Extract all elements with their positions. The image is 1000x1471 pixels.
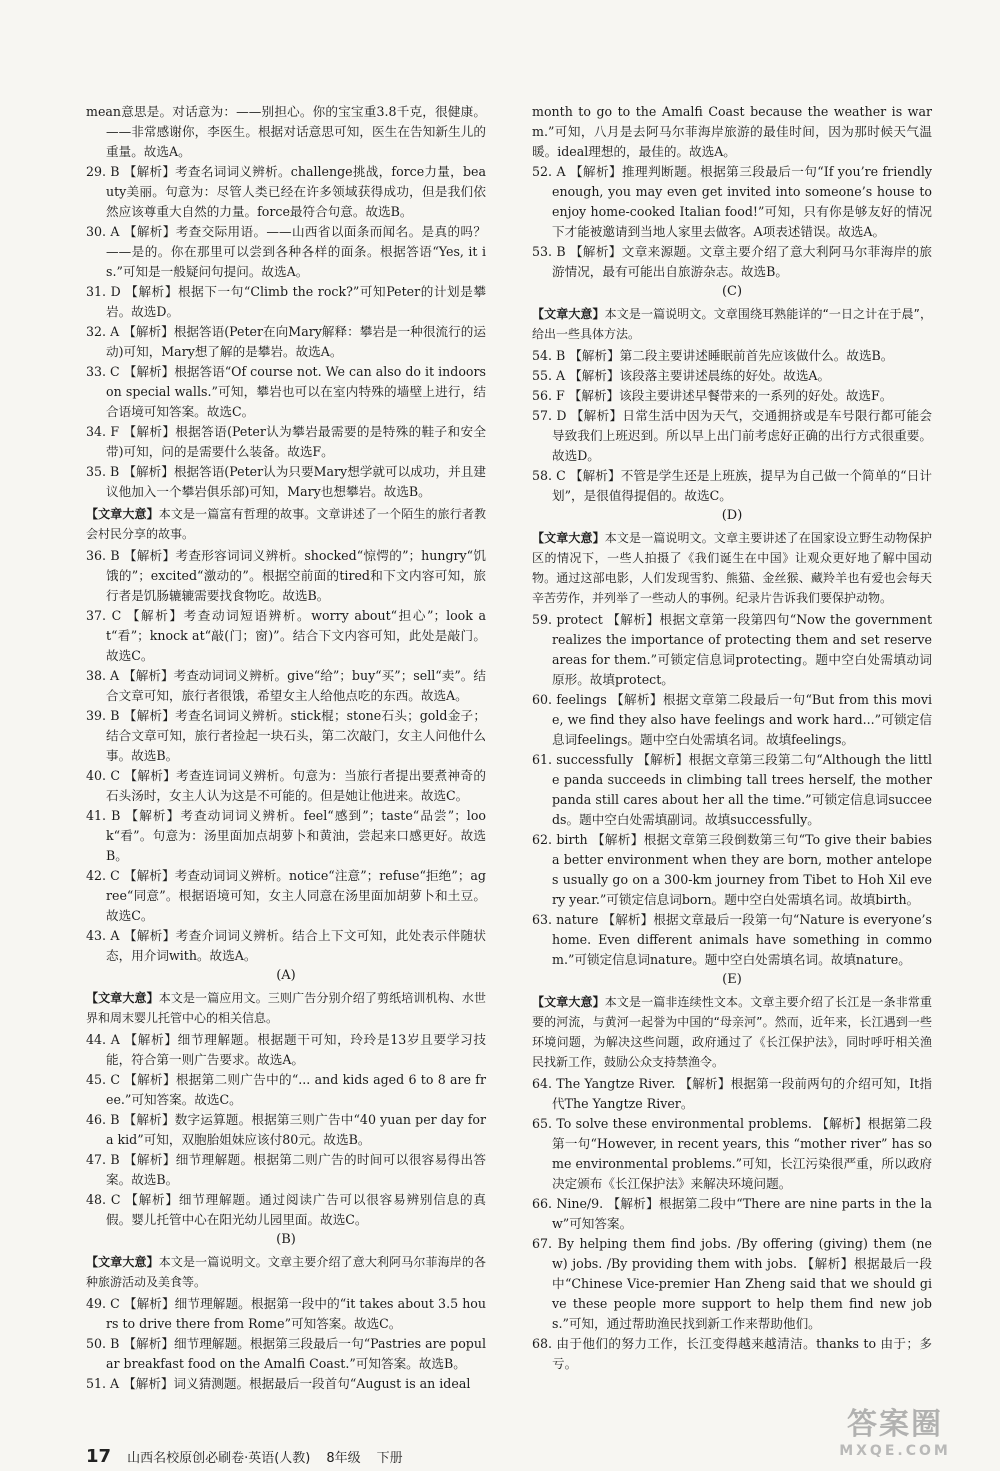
watermark-url: MXQE.COM bbox=[839, 1443, 951, 1459]
article-summary bbox=[86, 504, 486, 544]
answer-entry bbox=[86, 1030, 486, 1070]
answer-entry bbox=[532, 366, 932, 386]
grade-label: 8年级 bbox=[326, 1450, 361, 1466]
article-summary bbox=[86, 1252, 486, 1292]
answer-entry bbox=[532, 910, 932, 970]
article-summary bbox=[532, 528, 932, 608]
answer-entry bbox=[86, 666, 486, 706]
answer-text: 67. By helping them find jobs. /By offering (giving) them (new) jobs. /By providing them with jobs. 【解析】根据最后一段中“Chinese Vice-premier Han Zheng said that we should give these people more support to help them find new jobs.”可知，通过帮助渔民找到新工作来帮助他们。 bbox=[532, 1236, 932, 1331]
answer-text: 40. C 【解析】考查连词词义辨析。句意为：当旅行者提出要煮神奇的石头汤时，女主人认为这是不可能的。但是她让他进来。故选C。 bbox=[86, 768, 486, 803]
answer-text: 63. nature 【解析】根据文章最后一段第一句“Nature is everyone’s home. Even different animals have something in commom.”可锁定信息词nature。题中空白处需填名词。故填nature。 bbox=[532, 912, 932, 967]
answer-entry bbox=[532, 162, 932, 242]
answer-text: 68. 由于他们的努力工作，长江变得越来越清洁。thanks to 由于；多亏。 bbox=[532, 1336, 932, 1371]
answer-text: 32. A 【解析】根据答语(Peter在向Mary解释：攀岩是一种很流行的运动)可知，Mary想了解的是攀岩。故选A。 bbox=[86, 324, 486, 359]
answer-text: 60. feelings 【解析】根据文章第二段最后一句“But from this movie, we find they also have feelings and work hard...”可锁定信息词feelings。题中空白处需填名词。故填feelings。 bbox=[532, 692, 932, 747]
answer-entry bbox=[532, 1334, 932, 1374]
answer-text: 48. C 【解析】细节理解题。通过阅读广告可以很容易辨别信息的真假。婴儿托管中心在阳光幼儿园里面。故选C。 bbox=[86, 1192, 486, 1227]
section-heading: (A) bbox=[276, 968, 296, 983]
answer-entry bbox=[86, 222, 486, 282]
summary-label: 【文章大意】 bbox=[86, 1255, 159, 1269]
answer-text: 36. B 【解析】考查形容词词义辨析。shocked“惊愕的”；hungry“饥饿的”；excited“激动的”。根据空前面的tired和下文内容可知，旅行者是饥肠辘辘需要找食物吃。故选B。 bbox=[86, 548, 486, 603]
answer-text: 30. A 【解析】考查交际用语。——山西省以面条而闻名。是真的吗？——是的。你在那里可以尝到各种各样的面条。根据答语“Yes, it is.”可知是一般疑问句提问。故选A。 bbox=[86, 224, 486, 279]
answer-entry bbox=[532, 610, 932, 690]
answer-text: 66. Nine/9. 【解析】根据第二段中“There are nine parts in the law”可知答案。 bbox=[532, 1196, 932, 1231]
book-title: 山西名校原创必刷卷·英语(人教) bbox=[127, 1450, 311, 1466]
answer-text: 45. C 【解析】根据第二则广告中的“... and kids aged 6 to 8 are free.”可知答案。故选C。 bbox=[86, 1072, 486, 1107]
answer-text: 42. C 【解析】考查动词词义辨析。notice“注意”；refuse“拒绝”；agree“同意”。根据语境可知，女主人同意在汤里面加胡萝卜和土豆。故选C。 bbox=[86, 868, 486, 923]
answer-entry bbox=[532, 1194, 932, 1234]
answer-text: month to go to the Amalfi Coast because the weather is warm.”可知，八月是去阿马尔菲海岸旅游的最佳时间，因为那时候天气温暖。ideal理想的，最佳的。故选A。 bbox=[532, 104, 932, 159]
summary-label: 【文章大意】 bbox=[532, 995, 605, 1009]
answer-text: 57. D 【解析】日常生活中因为天气，交通拥挤或是车号限行都可能会导致我们上班迟到。所以早上出门前考虑好正确的出行方式很重要。故选D。 bbox=[532, 408, 932, 463]
answer-entry bbox=[532, 346, 932, 366]
answer-text: 58. C 【解析】不管是学生还是上班族，提早为自己做一个简单的“日计划”，是很值得提倡的。故选C。 bbox=[532, 468, 932, 503]
answer-text: 34. F 【解析】根据答语(Peter认为攀岩最需要的是特殊的鞋子和安全带)可知，问的是需要什么装备。故选F。 bbox=[86, 424, 486, 459]
answer-text: 64. The Yangtze River. 【解析】根据第一段前两句的介绍可知，It指代The Yangtze River。 bbox=[532, 1076, 932, 1111]
answer-text: 41. B 【解析】考查动词词义辨析。feel“感到”；taste“品尝”；look“看”。句意为：汤里面加点胡萝卜和黄油，尝起来口感更好。故选B。 bbox=[86, 808, 486, 863]
answer-entry bbox=[532, 1114, 932, 1194]
answer-text: 51. A 【解析】词义猜测题。根据最后一段首句“August is an ideal bbox=[86, 1376, 471, 1391]
answer-entry bbox=[86, 322, 486, 362]
answer-entry bbox=[532, 466, 932, 506]
answer-text: 46. B 【解析】数字运算题。根据第三则广告中“40 yuan per day for a kid”可知，双胞胎姐妹应该付80元。故选B。 bbox=[86, 1112, 486, 1147]
summary-text: 本文是一篇说明文。文章主要讲述了在国家设立野生动物保护区的情况下，一些人拍摄了《我们诞生在中国》让观众更好地了解中国动物。通过这部电影，人们发现雪豹、熊猫、金丝猴、藏羚羊也有爱也会每天辛苦劳作，并列举了一些动人的事例。纪录片告诉我们要保护动物。 bbox=[532, 531, 932, 605]
answer-entry bbox=[86, 806, 486, 866]
answer-entry bbox=[86, 1150, 486, 1190]
summary-label: 【文章大意】 bbox=[532, 307, 605, 321]
answer-entry bbox=[532, 1074, 932, 1114]
answer-text: 44. A 【解析】细节理解题。根据题干可知，玲玲是13岁且要学习技能，符合第一则广告要求。故选A。 bbox=[86, 1032, 486, 1067]
answer-text: 49. C 【解析】细节理解题。根据第一段中的“it takes about 3.5 hours to drive there from Rome”可知答案。故选C。 bbox=[86, 1296, 486, 1331]
section-heading: (C) bbox=[721, 284, 743, 299]
answer-entry bbox=[86, 102, 486, 162]
article-summary bbox=[532, 992, 932, 1072]
answer-entry bbox=[86, 1190, 486, 1230]
article-summary bbox=[86, 988, 486, 1028]
answer-text: 65. To solve these environmental problems. 【解析】根据第二段第一句“However, in recent years, this “mother river” has some environmental problems.”可知，长江污染很严重，所以政府决定颁布《长江保护法》来解决环境问题。 bbox=[532, 1116, 932, 1191]
page-number: 17 bbox=[86, 1445, 112, 1467]
section-heading: (D) bbox=[721, 508, 743, 523]
answer-entry bbox=[86, 282, 486, 322]
section-heading: (B) bbox=[276, 1232, 296, 1247]
left-column bbox=[86, 102, 486, 1394]
answer-entry bbox=[86, 1070, 486, 1110]
answer-entry bbox=[86, 1294, 486, 1334]
answer-text: 55. A 【解析】该段落主要讲述晨练的好处。故选A。 bbox=[532, 368, 831, 383]
answer-text: 52. A 【解析】推理判断题。根据第三段最后一句“If you’re friendly enough, you may even get invited into someone’s house to enjoy home-cooked Italian food!”可知，只有你是够友好的情况下才能被邀请到当地人家里去做客。A项表述错误。故选A。 bbox=[532, 164, 932, 239]
summary-text: 本文是一篇应用文。三则广告分别介绍了剪纸培训机构、水世界和周末婴儿托管中心的相关信息。 bbox=[86, 991, 486, 1025]
answer-text: 62. birth 【解析】根据文章第三段倒数第三句“To give their babies a better environment when they are born, mother antelopes usually go on a 300-km journey from Tibet to Hoh Xil every year.”可锁定信息词born。题中空白处需填名词。故填birth。 bbox=[532, 832, 932, 907]
answer-entry bbox=[532, 242, 932, 282]
article-summary bbox=[532, 304, 932, 344]
summary-text: 本文是一篇说明文。文章主要介绍了意大利阿马尔菲海岸的各种旅游活动及美食等。 bbox=[86, 1255, 486, 1289]
answer-entry bbox=[86, 546, 486, 606]
answer-text: 56. F 【解析】该段主要讲述早餐带来的一系列的好处。故选F。 bbox=[532, 388, 893, 403]
answer-text: mean意思是。对话意为：——别担心。你的宝宝重3.8千克，很健康。——非常感谢你，李医生。根据对话意思可知，医生在告知新生儿的重量。故选A。 bbox=[86, 104, 486, 159]
answer-entry bbox=[86, 866, 486, 926]
answer-entry bbox=[86, 766, 486, 806]
answer-text: 53. B 【解析】文章来源题。文章主要介绍了意大利阿马尔菲海岸的旅游情况，最有可能出自旅游杂志。故选B。 bbox=[532, 244, 932, 279]
answer-text: 47. B 【解析】细节理解题。根据第二则广告的时间可以很容易得出答案。故选B。 bbox=[86, 1152, 486, 1187]
volume-label: 下册 bbox=[376, 1450, 403, 1466]
section-heading: (E) bbox=[722, 972, 742, 987]
answer-text: 50. B 【解析】细节理解题。根据第三段最后一句“Pastries are popular breakfast food on the Amalfi Coast.”可知答案。故选B。 bbox=[86, 1336, 486, 1371]
answer-entry bbox=[532, 1234, 932, 1334]
answer-text: 43. A 【解析】考查介词词义辨析。结合上下文可知，此处表示伴随状态，用介词with。故选A。 bbox=[86, 928, 486, 963]
answer-entry bbox=[532, 102, 932, 162]
answer-entry bbox=[86, 926, 486, 966]
answer-entry bbox=[532, 750, 932, 830]
answer-entry bbox=[86, 422, 486, 462]
answer-entry bbox=[532, 406, 932, 466]
answer-text: 37. C 【解析】考查动词短语辨析。worry about“担心”；look at“看”；knock at“敲(门；窗)”。结合下文内容可知，此处是敲门。故选C。 bbox=[86, 608, 486, 663]
watermark-logo-text: 答案圈 bbox=[847, 1407, 943, 1442]
answer-entry bbox=[86, 162, 486, 222]
answer-text: 31. D 【解析】根据下一句“Climb the rock?”可知Peter的计划是攀岩。故选D。 bbox=[86, 284, 486, 319]
answer-entry bbox=[532, 830, 932, 910]
answer-text: 39. B 【解析】考查名词词义辨析。stick棍；stone石头；gold金子；结合文章可知，旅行者捡起一块石头，第二次敲门，女主人问他什么事。故选B。 bbox=[86, 708, 486, 763]
answer-text: 54. B 【解析】第二段主要讲述睡眠前首先应该做什么。故选B。 bbox=[532, 348, 894, 363]
answer-text: 38. A 【解析】考查动词词义辨析。give“给”；buy“买”；sell“卖”。结合文章可知，旅行者很饿，希望女主人给他点吃的东西。故选A。 bbox=[86, 668, 486, 703]
summary-text: 本文是一篇富有哲理的故事。文章讲述了一个陌生的旅行者教会村民分享的故事。 bbox=[86, 507, 486, 541]
watermark-logo bbox=[810, 1401, 980, 1457]
answer-text: 61. successfully 【解析】根据文章第三段第二句“Although the little panda succeeds in climbing tall trees herself, the mother panda still cares about her all the time.”可锁定信息词succeeds。题中空白处需填副词。故填successfully。 bbox=[532, 752, 932, 827]
summary-text: 本文是一篇非连续性文本。文章主要介绍了长江是一条非常重要的河流，与黄河一起誉为中国的“母亲河”。然而，近年来，长江遇到一些环境问题，为解决这些问题，政府通过了《长江保护法》，同时呼吁相关渔民找新工作，鼓励公众支持禁渔令。 bbox=[532, 995, 932, 1069]
summary-label: 【文章大意】 bbox=[86, 991, 159, 1005]
answer-entry bbox=[532, 690, 932, 750]
answer-entry bbox=[86, 462, 486, 502]
answer-text: 29. B 【解析】考查名词词义辨析。challenge挑战，force力量，beauty美丽。句意为：尽管人类已经在许多领域获得成功，但是我们依然应该尊重大自然的力量。force最符合句意。故选B。 bbox=[86, 164, 486, 219]
answer-entry bbox=[86, 706, 486, 766]
summary-text: 本文是一篇说明文。文章围绕耳熟能详的“一日之计在于晨”，给出一些具体方法。 bbox=[532, 307, 932, 341]
answer-entry bbox=[532, 386, 932, 406]
answer-entry bbox=[86, 1334, 486, 1374]
answer-text: 59. protect 【解析】根据文章第一段第四句“Now the government realizes the importance of protecting them and set reserve areas for them.”可锁定信息词protecting。题中空白处需填动词原形。故填protect。 bbox=[532, 612, 932, 687]
answer-entry bbox=[86, 1110, 486, 1150]
answer-text: 35. B 【解析】根据答语(Peter认为只要Mary想学就可以成功，并且建议他加入一个攀岩俱乐部)可知，Mary也想攀岩。故选B。 bbox=[86, 464, 486, 499]
summary-label: 【文章大意】 bbox=[532, 531, 605, 545]
answer-entry bbox=[86, 362, 486, 422]
summary-label: 【文章大意】 bbox=[86, 507, 159, 521]
answer-text: 33. C 【解析】根据答语“Of course not. We can also do it indoors on special walls.”可知，攀岩也可以在室内特殊的墙壁上进行，结合语境可知答案。故选C。 bbox=[86, 364, 486, 419]
right-column bbox=[532, 102, 932, 1374]
answer-entry bbox=[86, 606, 486, 666]
answer-entry bbox=[86, 1374, 486, 1394]
